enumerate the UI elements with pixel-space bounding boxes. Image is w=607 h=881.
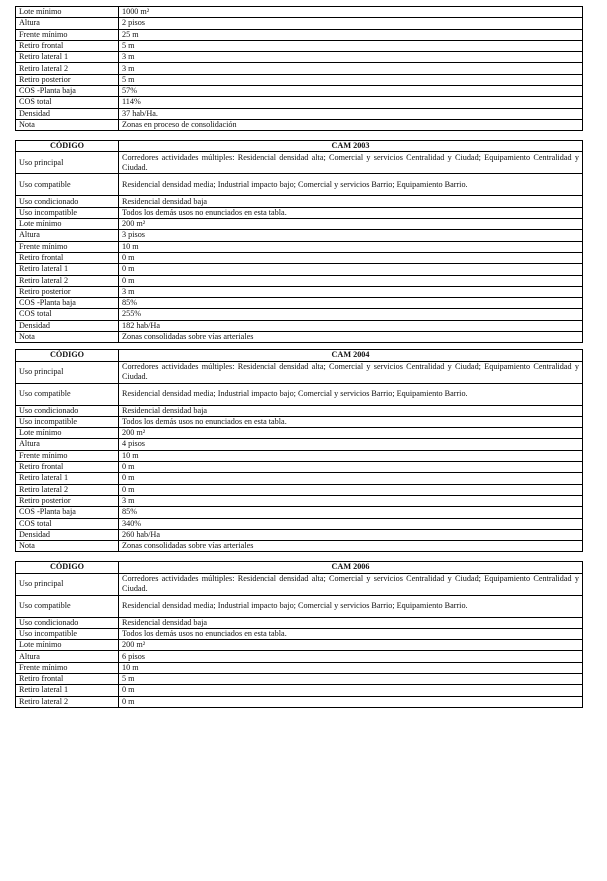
table-row <box>16 63 583 74</box>
table-row <box>16 252 583 263</box>
row-label: Altura <box>16 439 119 450</box>
zoning-table-body <box>16 573 583 707</box>
row-label: Nota <box>16 332 119 343</box>
row-label: Retiro frontal <box>16 252 119 263</box>
table-row <box>16 685 583 696</box>
row-label: Retiro lateral 1 <box>16 52 119 63</box>
table-row <box>16 674 583 685</box>
table-row <box>16 484 583 495</box>
table-row <box>16 40 583 51</box>
row-value: 5 m <box>119 674 583 685</box>
row-label: COS -Planta baja <box>16 86 119 97</box>
row-value: 10 m <box>119 450 583 461</box>
row-label: Retiro lateral 2 <box>16 63 119 74</box>
table-row <box>16 18 583 29</box>
row-value: 85% <box>119 507 583 518</box>
row-label: Lote mínimo <box>16 7 119 18</box>
table-row <box>16 495 583 506</box>
table-row <box>16 275 583 286</box>
table-row <box>16 196 583 207</box>
table-row <box>16 97 583 108</box>
row-value: 0 m <box>119 685 583 696</box>
row-value: 200 m² <box>119 428 583 439</box>
row-value: 3 m <box>119 495 583 506</box>
row-value: 2 pisos <box>119 18 583 29</box>
row-value: Residencial densidad media; Industrial impacto bajo; Comercial y servicios Barrio; Equipamiento Barrio. <box>119 383 583 405</box>
table-row <box>16 473 583 484</box>
row-label: Retiro posterior <box>16 286 119 297</box>
row-label: Altura <box>16 230 119 241</box>
table-header-row <box>16 141 583 152</box>
table-row <box>16 119 583 130</box>
table-row <box>16 428 583 439</box>
zoning-table-body <box>16 7 583 131</box>
row-label: Retiro lateral 1 <box>16 264 119 275</box>
row-label: Altura <box>16 18 119 29</box>
row-value: 200 m² <box>119 219 583 230</box>
row-value: Residencial densidad media; Industrial impacto bajo; Comercial y servicios Barrio; Equipamiento Barrio. <box>119 174 583 196</box>
row-label: Retiro frontal <box>16 462 119 473</box>
row-label: Retiro frontal <box>16 674 119 685</box>
table-row <box>16 439 583 450</box>
row-label: Retiro lateral 2 <box>16 275 119 286</box>
row-value: Zonas consolidadas sobre vías arteriales <box>119 541 583 552</box>
table-row <box>16 518 583 529</box>
table-row <box>16 450 583 461</box>
row-label: Altura <box>16 651 119 662</box>
row-label: Lote mínimo <box>16 428 119 439</box>
row-value: 85% <box>119 298 583 309</box>
row-label: Densidad <box>16 320 119 331</box>
table-row <box>16 651 583 662</box>
row-label: Retiro lateral 2 <box>16 484 119 495</box>
row-value: 0 m <box>119 462 583 473</box>
row-label: Densidad <box>16 108 119 119</box>
table-row <box>16 230 583 241</box>
row-value: 0 m <box>119 275 583 286</box>
row-label: Uso principal <box>16 361 119 383</box>
code-label: CÓDIGO <box>16 350 119 361</box>
row-value: 3 m <box>119 63 583 74</box>
row-label: Retiro lateral 2 <box>16 696 119 707</box>
table-row <box>16 29 583 40</box>
row-value: 0 m <box>119 473 583 484</box>
row-value: 260 hab/Ha <box>119 529 583 540</box>
row-label: Uso incompatible <box>16 416 119 427</box>
table-row <box>16 52 583 63</box>
row-label: Retiro frontal <box>16 40 119 51</box>
zoning-table-body <box>16 361 583 552</box>
table-row <box>16 628 583 639</box>
row-value: 5 m <box>119 40 583 51</box>
row-label: Uso principal <box>16 152 119 174</box>
code-label: CÓDIGO <box>16 562 119 573</box>
table-row <box>16 219 583 230</box>
zoning-table-cam-2006 <box>15 561 583 708</box>
row-label: Uso compatible <box>16 595 119 617</box>
table-row <box>16 595 583 617</box>
zone-code: CAM 2003 <box>119 141 583 152</box>
document-page <box>15 6 583 708</box>
row-value: 0 m <box>119 252 583 263</box>
row-value: Todos los demás usos no enunciados en esta tabla. <box>119 416 583 427</box>
table-row <box>16 462 583 473</box>
row-label: Nota <box>16 541 119 552</box>
row-value: 6 pisos <box>119 651 583 662</box>
row-value: Corredores actividades múltiples: Residencial densidad alta; Comercial y servicios Centralidad y Ciudad; Equipamiento Centralidad y Ciudad. <box>119 573 583 595</box>
row-label: Retiro posterior <box>16 74 119 85</box>
row-value: 1000 m² <box>119 7 583 18</box>
row-value: Corredores actividades múltiples: Residencial densidad alta; Comercial y servicios Centralidad y Ciudad; Equipamiento Centralidad y Ciudad. <box>119 152 583 174</box>
table-row <box>16 86 583 97</box>
row-label: Nota <box>16 119 119 130</box>
zoning-table-body <box>16 152 583 343</box>
zone-code: CAM 2006 <box>119 562 583 573</box>
row-label: Lote mínimo <box>16 640 119 651</box>
row-value: 114% <box>119 97 583 108</box>
row-label: Uso condicionado <box>16 196 119 207</box>
table-row <box>16 309 583 320</box>
table-row <box>16 320 583 331</box>
row-label: COS -Planta baja <box>16 298 119 309</box>
table-row <box>16 405 583 416</box>
row-label: Frente mínimo <box>16 450 119 461</box>
row-label: Uso condicionado <box>16 405 119 416</box>
row-label: Retiro lateral 1 <box>16 685 119 696</box>
row-value: Corredores actividades múltiples: Residencial densidad alta; Comercial y servicios Centralidad y Ciudad; Equipamiento Centralidad y Ciudad. <box>119 361 583 383</box>
row-label: Uso incompatible <box>16 628 119 639</box>
row-value: 10 m <box>119 662 583 673</box>
row-label: Densidad <box>16 529 119 540</box>
row-value: 182 hab/Ha <box>119 320 583 331</box>
table-row <box>16 617 583 628</box>
row-value: 200 m² <box>119 640 583 651</box>
table-row <box>16 7 583 18</box>
table-row <box>16 108 583 119</box>
table-row <box>16 573 583 595</box>
row-label: Uso principal <box>16 573 119 595</box>
row-value: 340% <box>119 518 583 529</box>
table-row <box>16 74 583 85</box>
row-value: 0 m <box>119 696 583 707</box>
table-row <box>16 286 583 297</box>
row-label: COS total <box>16 518 119 529</box>
row-value: Residencial densidad baja <box>119 405 583 416</box>
table-row <box>16 264 583 275</box>
row-value: 3 pisos <box>119 230 583 241</box>
row-value: 0 m <box>119 484 583 495</box>
zoning-table-cam-2003 <box>15 140 583 343</box>
table-row <box>16 696 583 707</box>
row-value: Todos los demás usos no enunciados en esta tabla. <box>119 628 583 639</box>
row-value: 25 m <box>119 29 583 40</box>
table-row <box>16 662 583 673</box>
row-label: Frente mínimo <box>16 241 119 252</box>
row-value: Zonas en proceso de consolidación <box>119 119 583 130</box>
row-label: Frente mínimo <box>16 662 119 673</box>
row-value: 4 pisos <box>119 439 583 450</box>
table-row <box>16 541 583 552</box>
row-label: Uso compatible <box>16 174 119 196</box>
row-value: Residencial densidad baja <box>119 196 583 207</box>
zone-code: CAM 2004 <box>119 350 583 361</box>
row-label: COS total <box>16 97 119 108</box>
spacer <box>15 552 583 561</box>
table-row <box>16 507 583 518</box>
table-row <box>16 174 583 196</box>
table-row <box>16 241 583 252</box>
row-label: COS -Planta baja <box>16 507 119 518</box>
row-value: Todos los demás usos no enunciados en esta tabla. <box>119 207 583 218</box>
row-value: 5 m <box>119 74 583 85</box>
row-value: Residencial densidad media; Industrial impacto bajo; Comercial y servicios Barrio; Equipamiento Barrio. <box>119 595 583 617</box>
row-value: 37 hab/Ha. <box>119 108 583 119</box>
zoning-table-continued <box>15 6 583 131</box>
row-value: 3 m <box>119 286 583 297</box>
row-value: 10 m <box>119 241 583 252</box>
table-row <box>16 529 583 540</box>
table-row <box>16 383 583 405</box>
table-row <box>16 152 583 174</box>
row-value: 3 m <box>119 52 583 63</box>
row-value: 57% <box>119 86 583 97</box>
table-row <box>16 298 583 309</box>
code-label: CÓDIGO <box>16 141 119 152</box>
row-label: Retiro posterior <box>16 495 119 506</box>
row-value: 255% <box>119 309 583 320</box>
table-row <box>16 207 583 218</box>
table-row <box>16 361 583 383</box>
table-row <box>16 332 583 343</box>
table-header-row <box>16 562 583 573</box>
table-row <box>16 640 583 651</box>
row-label: Retiro lateral 1 <box>16 473 119 484</box>
row-value: 0 m <box>119 264 583 275</box>
row-value: Residencial densidad baja <box>119 617 583 628</box>
row-label: Uso incompatible <box>16 207 119 218</box>
table-row <box>16 416 583 427</box>
row-label: Lote mínimo <box>16 219 119 230</box>
row-label: Uso compatible <box>16 383 119 405</box>
row-value: Zonas consolidadas sobre vías arteriales <box>119 332 583 343</box>
row-label: Frente mínimo <box>16 29 119 40</box>
zoning-table-cam-2004 <box>15 349 583 552</box>
table-header-row <box>16 350 583 361</box>
row-label: Uso condicionado <box>16 617 119 628</box>
spacer <box>15 131 583 140</box>
row-label: COS total <box>16 309 119 320</box>
